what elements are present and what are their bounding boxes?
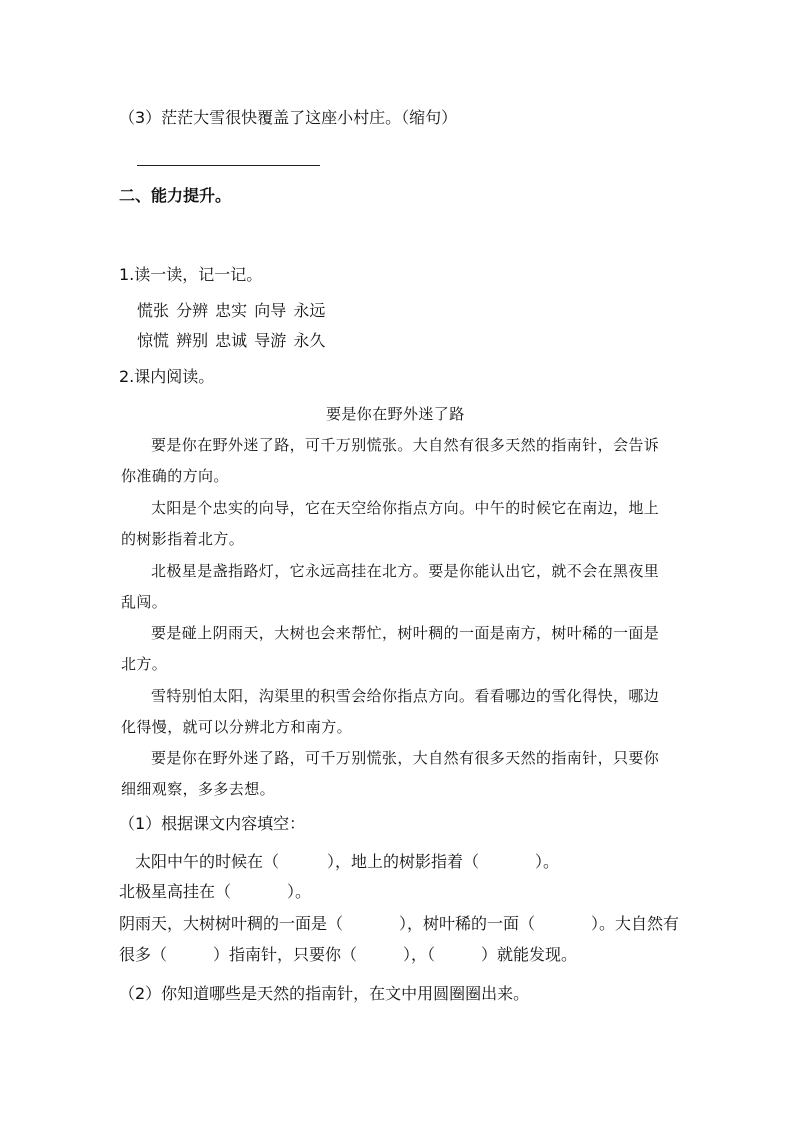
passage-p3-line2: 乱闯。 <box>121 593 168 611</box>
fill-text: 太阳中午的时候在（ <box>135 852 280 871</box>
fill-line-4 <box>119 945 577 965</box>
fill-text: ）指南针，只要你（ <box>213 945 358 964</box>
word-row-2: 惊慌 辨别 忠诚 导游 永久 <box>137 331 326 350</box>
fill-text: 阴雨天，大树树叶稠的一面是（ <box>119 914 344 933</box>
passage-p5-line1: 雪特别怕太阳，沟渠里的积雪会给你指点方向。看看哪边的雪化得快，哪边 <box>151 687 660 705</box>
fill-text: ），（ <box>403 945 436 964</box>
fill-text: ）就能发现。 <box>481 945 578 964</box>
answer-line <box>137 165 320 166</box>
passage-p2-line2: 的树影指着北方。 <box>121 530 245 548</box>
fill-line-1 <box>135 852 559 872</box>
fill-line-3 <box>119 914 679 934</box>
section-heading: 二、能力提升。 <box>119 186 232 205</box>
fill-subquestion-1: （1）根据课文内容填空： <box>119 814 306 833</box>
passage-p6-line2: 细细观察，多多去想。 <box>121 780 276 798</box>
passage-p3-line1: 北极星是盏指路灯，它永远高挂在北方。要是你能认出它，就不会在黑夜里 <box>151 562 660 580</box>
passage-p6-line1: 要是你在野外迷了路，可千万别慌张，大自然有很多天然的指南针，只要你 <box>151 749 660 767</box>
fill-subquestion-2: （2）你知道哪些是天然的指南针，在文中用圆圈圈出来。 <box>119 984 530 1003</box>
fill-text: ）。大自然有 <box>591 914 680 933</box>
word-row-1: 慌张 分辨 忠实 向导 永远 <box>137 301 326 320</box>
passage-p5-line2: 化得慢，就可以分辨北方和南方。 <box>121 718 353 736</box>
fill-text: ）。 <box>535 852 560 871</box>
fill-line-2 <box>119 882 311 902</box>
fill-text: ），树叶稀的一面（ <box>399 914 536 933</box>
fill-text: 北极星高挂在（ <box>119 882 232 901</box>
passage-p1-line2: 你准确的方向。 <box>121 467 229 485</box>
fill-text: ）。 <box>287 882 312 901</box>
question-3-text: （3）茫茫大雪很快覆盖了这座小村庄。（缩句） <box>119 108 458 127</box>
item-1-title: 1.读一读，记一记。 <box>119 265 263 284</box>
passage-title: 要是你在野外迷了路 <box>326 405 465 423</box>
item-2-title: 2.课内阅读。 <box>119 367 215 386</box>
passage-p4-line1: 要是碰上阴雨天，大树也会来帮忙，树叶稠的一面是南方，树叶稀的一面是 <box>151 624 660 642</box>
fill-text: ），地上的树影指着（ <box>327 852 480 871</box>
passage-p2-line1: 太阳是个忠实的向导，它在天空给你指点方向。中午的时候它在南边，地上 <box>151 499 660 517</box>
fill-text: 很多（ <box>119 945 168 964</box>
passage-p4-line2: 北方。 <box>121 655 168 673</box>
passage-p1-line1: 要是你在野外迷了路，可千万别慌张。大自然有很多天然的指南针，会告诉 <box>151 436 660 454</box>
